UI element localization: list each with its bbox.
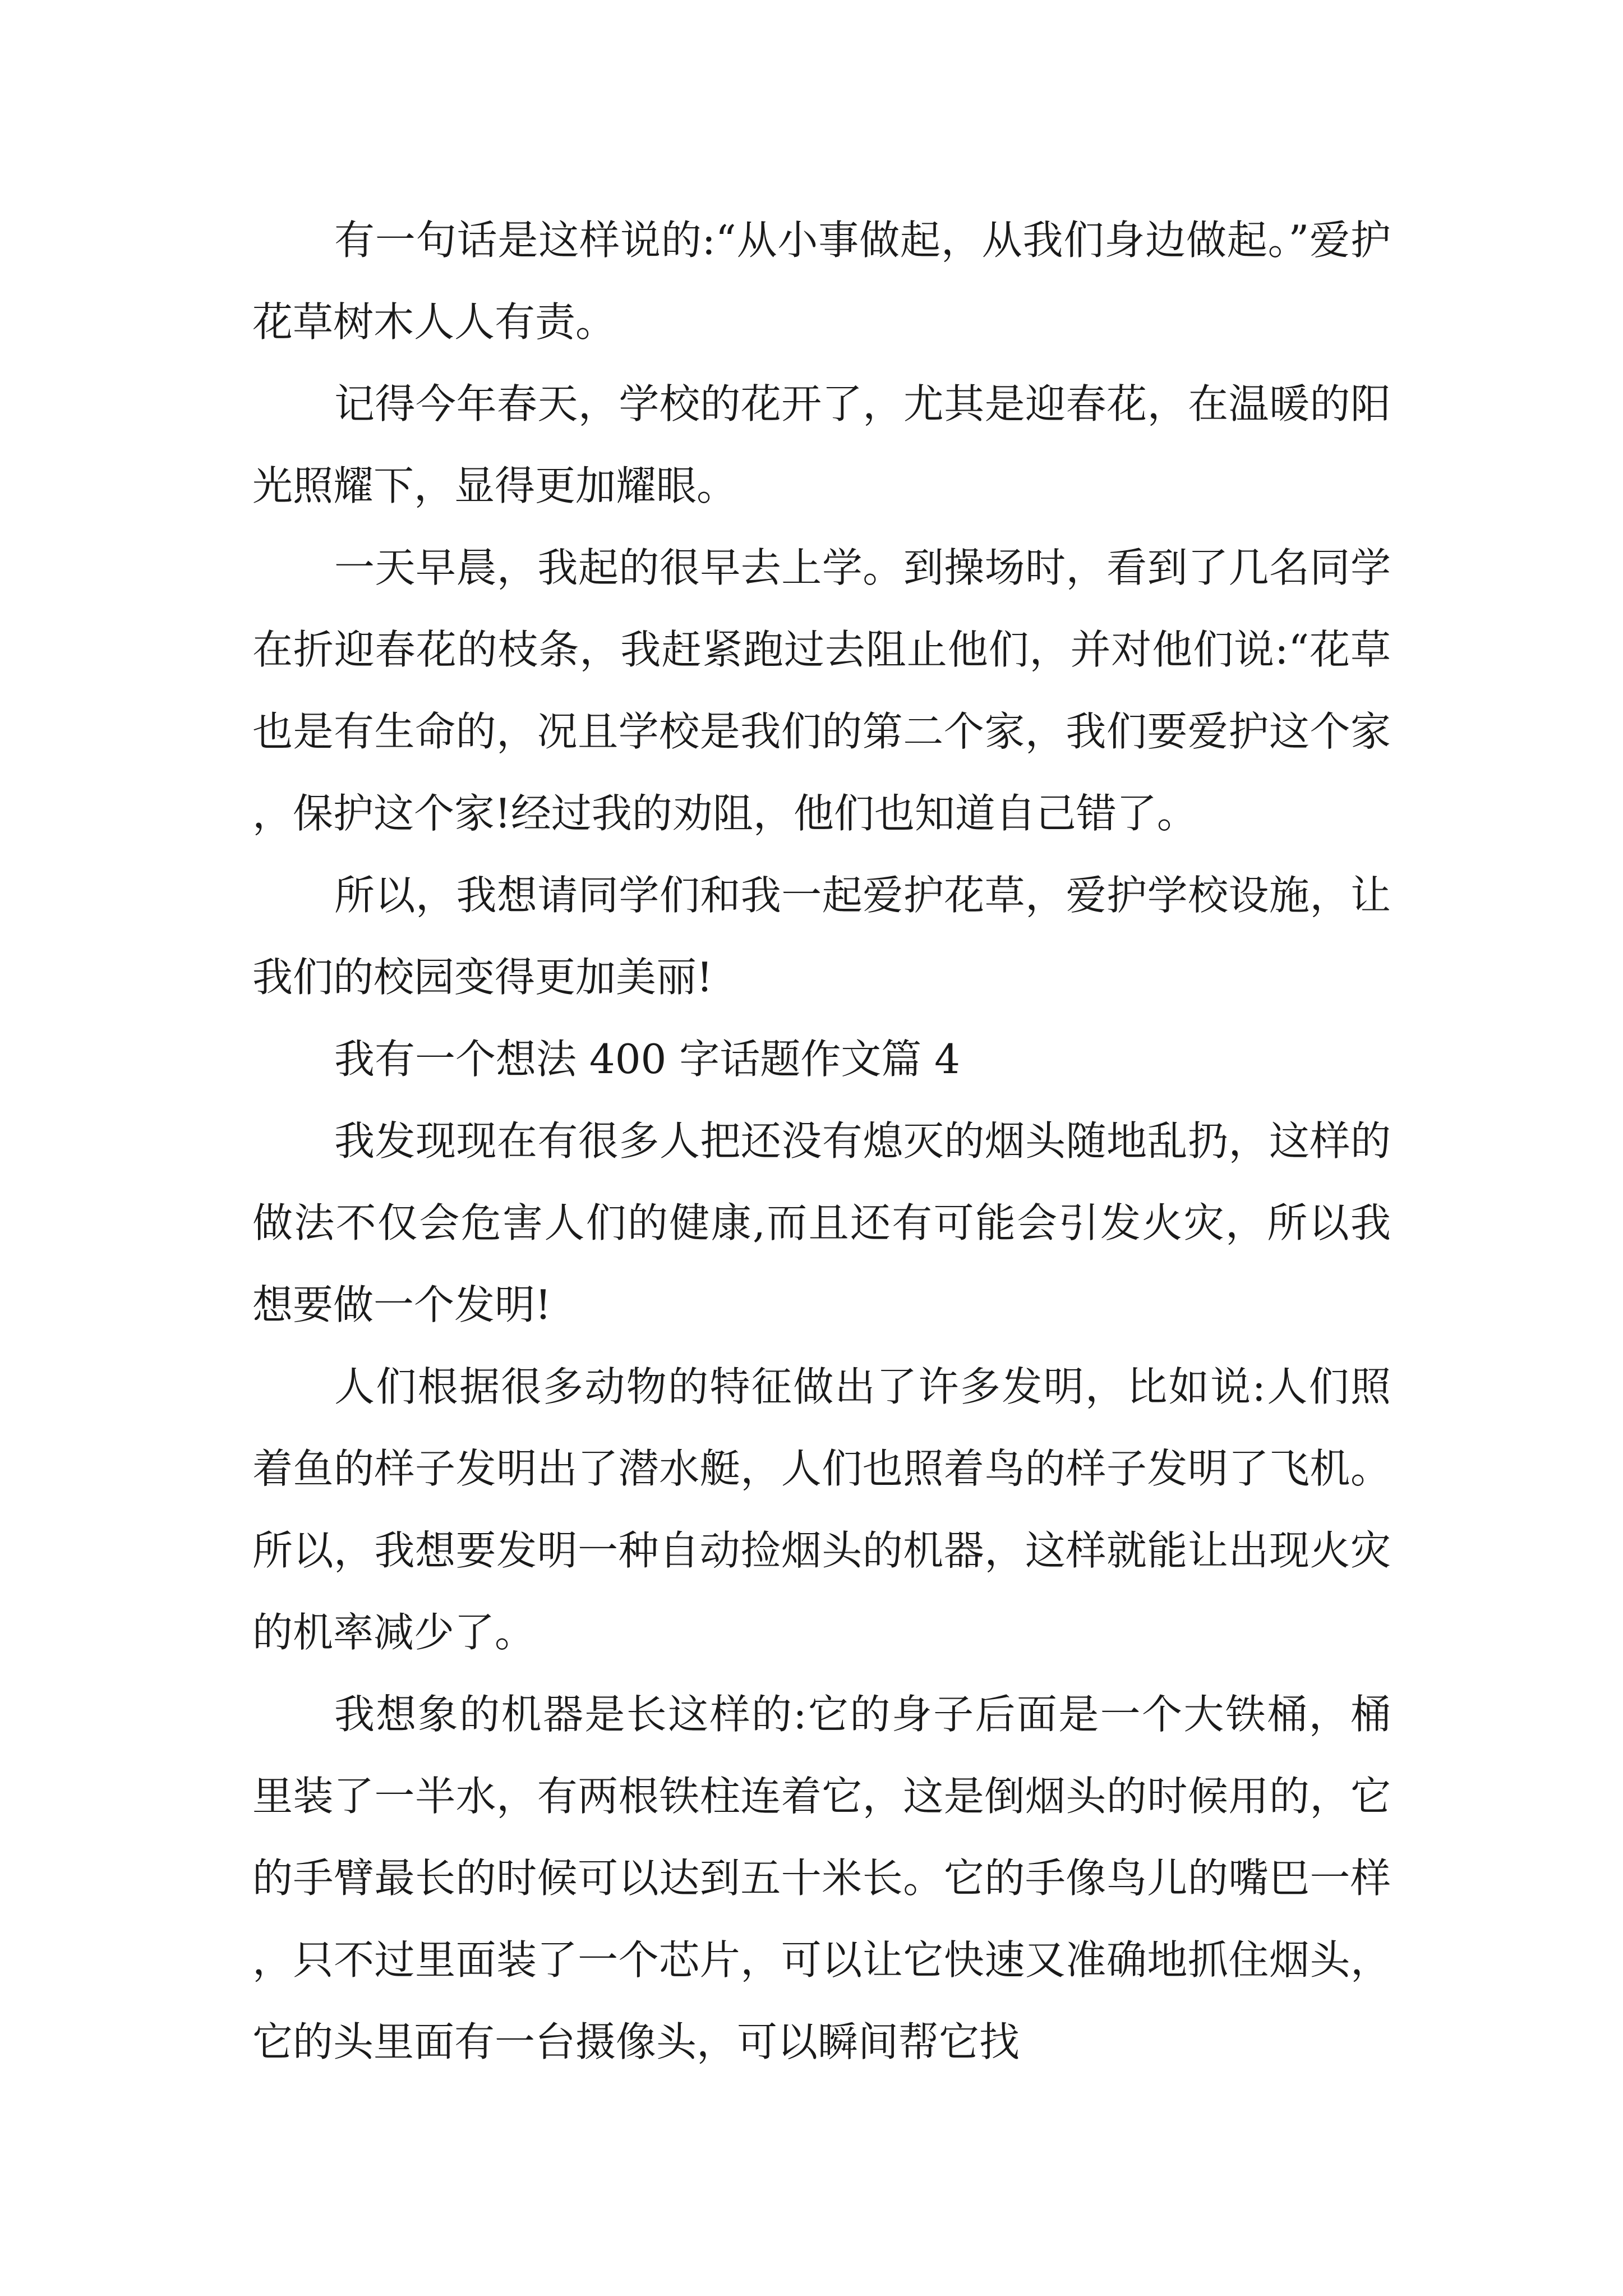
document-body <box>252 199 1391 2083</box>
paragraph: 一天早晨，我起的很早去上学。到操场时，看到了几名同学在折迎春花的枝条，我赶紧跑过去阻止他们，并对他们说:“花草也是有生命的，况且学校是我们的第二个家，我们要爱护这个家，保护这个家!经过我的劝阻，他们也知道自己错了。 <box>252 544 1391 837</box>
paragraph: 记得今年春天，学校的花开了，尤其是迎春花，在温暖的阳光照耀下，显得更加耀眼。 <box>252 380 1391 509</box>
paragraph: 我想象的机器是长这样的:它的身子后面是一个大铁桶，桶里装了一半水，有两根铁柱连着它，这是倒烟头的时候用的，它的手臂最长的时候可以达到五十米长。它的手像鸟儿的嘴巴一样，只不过里面装了一个芯片，可以让它快速又准确地抓住烟头，它的头里面有一台摄像头，可以瞬间帮它找 <box>252 1691 1391 2065</box>
paragraph: 我发现现在有很多人把还没有熄灭的烟头随地乱扔，这样的做法不仅会危害人们的健康,而且还有可能会引发火灾，所以我想要做一个发明! <box>252 1117 1391 1328</box>
section-heading: 我有一个想法 400 字话题作文篇 4 <box>334 1036 960 1083</box>
paragraph: 有一句话是这样说的:“从小事做起，从我们身边做起。”爱护花草树木人人有责。 <box>252 217 1391 346</box>
paragraph: 人们根据很多动物的特征做出了许多发明，比如说:人们照着鱼的样子发明出了潜水艇，人们也照着鸟的样子发明了飞机。所以，我想要发明一种自动捡烟头的机器，这样就能让出现火灾的机率减少了。 <box>252 1363 1391 1656</box>
paragraph: 所以，我想请同学们和我一起爱护花草，爱护学校设施，让我们的校园变得更加美丽! <box>252 872 1391 1001</box>
